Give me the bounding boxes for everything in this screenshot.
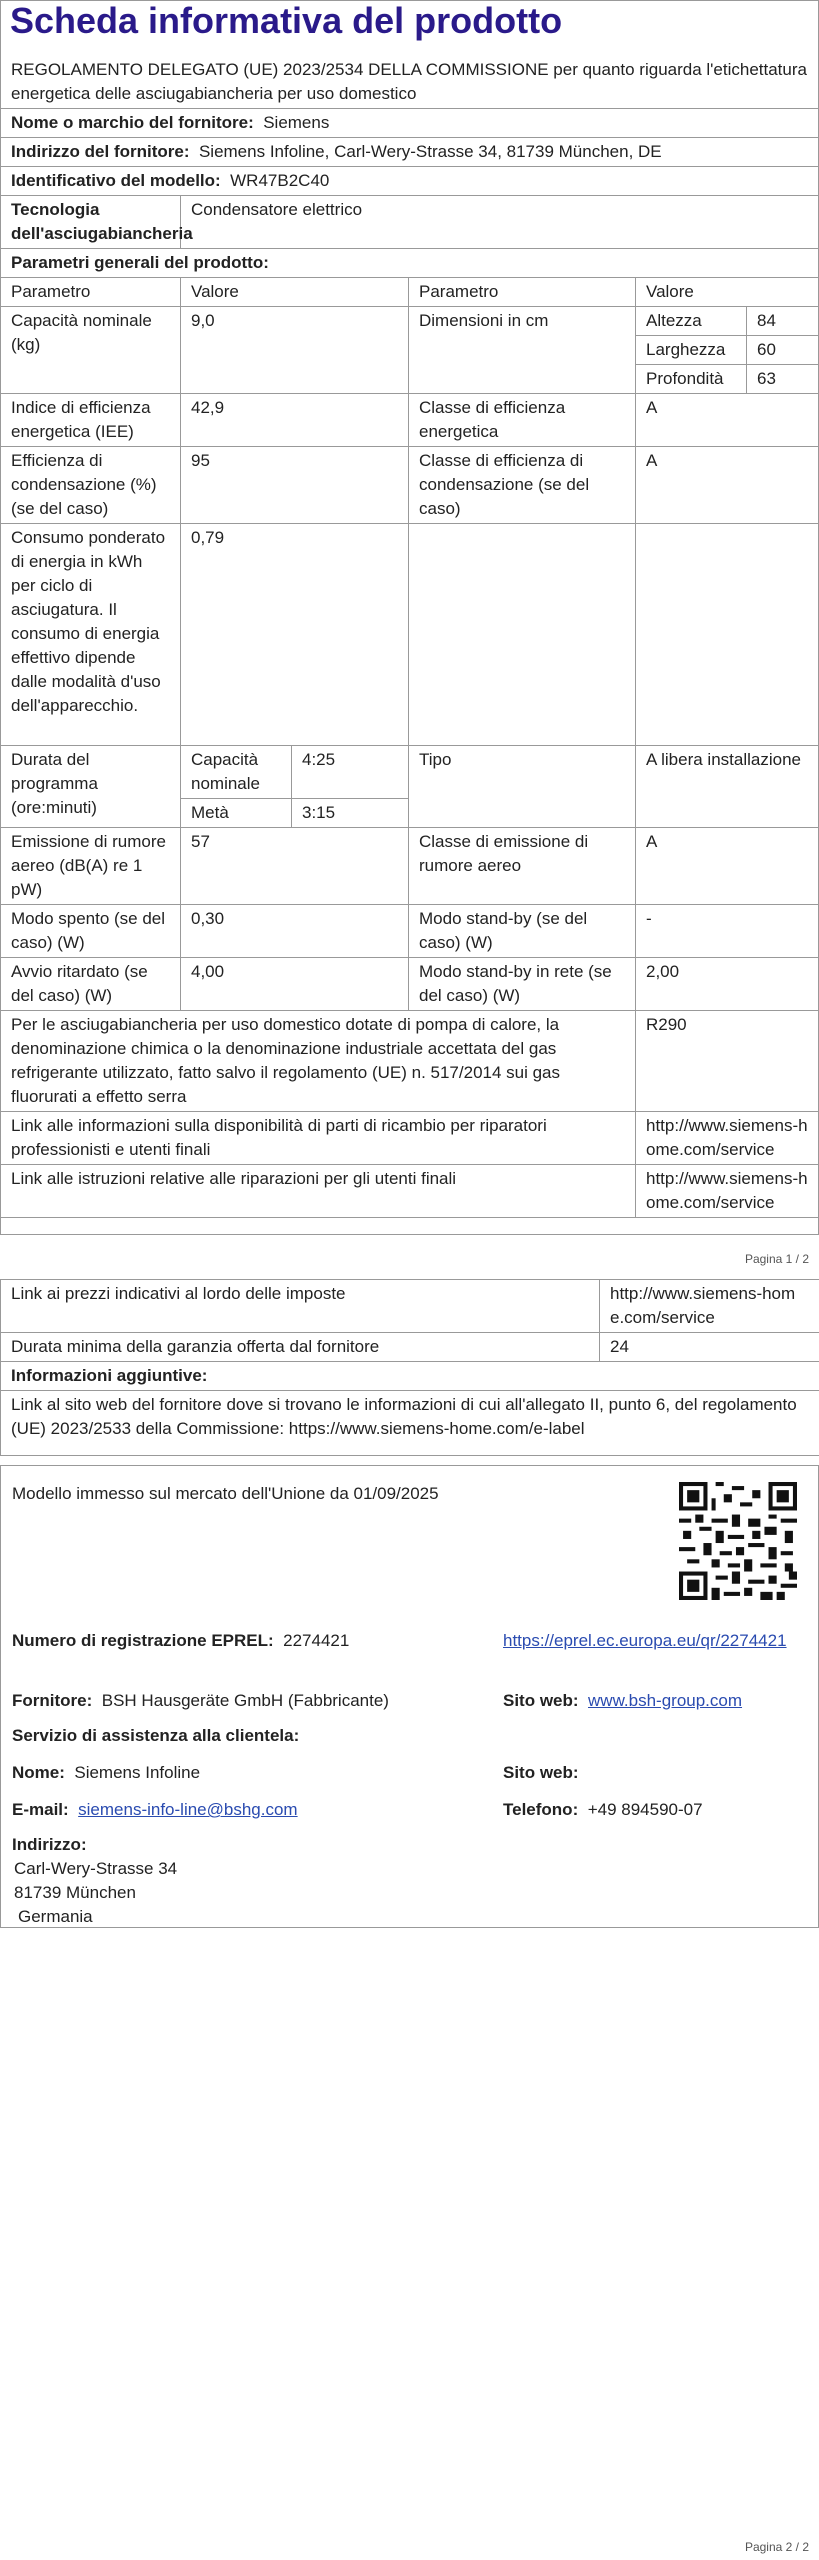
regulation-text: REGOLAMENTO DELEGATO (UE) 2023/2534 DELLA COMMISSIONE per quanto riguarda l'etichettatura energetica delle asciugabiancheria per uso domestico — [1, 56, 819, 109]
supplier-info: Fornitore: BSH Hausgeräte GmbH (Fabbricante) — [12, 1691, 389, 1710]
prices-link[interactable]: http://www.siemens-home.com/service — [600, 1280, 819, 1333]
eprel-link[interactable]: https://eprel.ec.europa.eu/qr/2274421 — [503, 1631, 787, 1650]
supplier-website-link[interactable]: www.bsh-group.com — [588, 1691, 743, 1710]
spare-parts-label: Link alle informazioni sulla disponibilità di parti di ricambio per riparatori professionisti e utenti finali — [1, 1112, 636, 1165]
address-line-3: Germania — [18, 1907, 93, 1926]
consumption-value: 0,79 — [181, 524, 409, 746]
duration-label: Durata del programma (ore:minuti) — [1, 746, 181, 828]
duration-cell: Capacità nominale 4:25 Metà 3:15 — [181, 746, 409, 828]
capacity-value: 9,0 — [181, 307, 409, 394]
energy-class-label: Classe di efficienza energetica — [409, 394, 636, 447]
iee-label: Indice di efficienza energetica (IEE) — [1, 394, 181, 447]
general-params-heading: Parametri generali del prodotto: — [1, 249, 819, 278]
condensation-label: Efficienza di condensazione (%) (se del caso) — [1, 447, 181, 524]
model-row: Identificativo del modello: WR47B2C40 — [1, 167, 819, 196]
header-param-2: Parametro — [409, 278, 636, 307]
delay-start-value: 4,00 — [181, 958, 409, 1011]
header-param-1: Parametro — [1, 278, 181, 307]
address-line-1: Carl-Wery-Strasse 34 — [14, 1859, 178, 1878]
service-website-label: Sito web: — [503, 1763, 579, 1782]
repair-link[interactable]: http://www.siemens-home.com/service — [636, 1165, 819, 1218]
repair-label: Link alle istruzioni relative alle riparazioni per gli utenti finali — [1, 1165, 636, 1218]
eprel-section — [0, 1465, 819, 1928]
address-line-2: 81739 München — [14, 1883, 136, 1902]
page-number-1: Pagina 1 / 2 — [744, 1252, 809, 1266]
energy-class-value: A — [636, 394, 819, 447]
market-date: Modello immesso sul mercato dell'Unione da 01/09/2025 — [12, 1484, 439, 1503]
header-value-2: Valore — [636, 278, 819, 307]
header-value-1: Valore — [181, 278, 409, 307]
delay-start-label: Avvio ritardato (se del caso) (W) — [1, 958, 181, 1011]
refrigerant-label: Per le asciugabiancheria per uso domestico dotate di pompa di calore, la denominazione chimica o la denominazione industriale accettata del gas refrigerante utilizzato, fatto salvo il regolamento (UE) n. 517/2014 sui gas fluorurati a effetto serra — [1, 1011, 636, 1112]
refrigerant-value: R290 — [636, 1011, 819, 1112]
dimensions-cell: Altezza 84 Larghezza 60 Profondità 63 — [636, 307, 819, 394]
email-link[interactable]: siemens-info-line@bshg.com — [78, 1800, 298, 1819]
supplier-row: Nome o marchio del fornitore: Siemens — [1, 109, 819, 138]
product-info-table — [0, 56, 819, 1218]
off-mode-label: Modo spento (se del caso) (W) — [1, 905, 181, 958]
page-2-table — [0, 1279, 819, 1456]
service-phone: Telefono: +49 894590-07 — [503, 1800, 703, 1819]
off-mode-value: 0,30 — [181, 905, 409, 958]
iee-value: 42,9 — [181, 394, 409, 447]
condensation-value: 95 — [181, 447, 409, 524]
warranty-label: Durata minima della garanzia offerta dal fornitore — [1, 1333, 600, 1362]
service-email: E-mail: siemens-info-line@bshg.com — [12, 1800, 298, 1819]
eprel-row: Numero di registrazione EPREL: 2274421 — [12, 1631, 350, 1650]
address-row: Indirizzo del fornitore: Siemens Infoline, Carl-Wery-Strasse 34, 81739 München, DE — [1, 138, 819, 167]
prices-label: Link ai prezzi indicativi al lordo delle imposte — [1, 1280, 600, 1333]
noise-class-label: Classe di emissione di rumore aereo — [409, 828, 636, 905]
website-info: Link al sito web del fornitore dove si trovano le informazioni di cui all'allegato II, punto 6, del regolamento (UE) 2023/2533 della Commissione: https://www.siemens-home.com/e-label — [1, 1391, 819, 1456]
noise-label: Emissione di rumore aereo (dB(A) re 1 pW) — [1, 828, 181, 905]
supplier-website: Sito web: www.bsh-group.com — [503, 1691, 743, 1710]
spare-parts-link[interactable]: http://www.siemens-home.com/service — [636, 1112, 819, 1165]
dimensions-label: Dimensioni in cm — [409, 307, 636, 394]
tech-value: Condensatore elettrico — [181, 196, 819, 249]
address-label: Indirizzo: — [12, 1835, 87, 1854]
condensation-class-label: Classe di efficienza di condensazione (se del caso) — [409, 447, 636, 524]
networked-standby-value: 2,00 — [636, 958, 819, 1011]
page-title: Scheda informativa del prodotto — [10, 0, 563, 41]
type-label: Tipo — [409, 746, 636, 828]
consumption-label: Consumo ponderato di energia in kWh per ciclo di asciugatura. Il consumo di energia effettivo dipende dalle modalità d'uso dell'apparecchio. — [1, 524, 181, 746]
networked-standby-label: Modo stand-by in rete (se del caso) (W) — [409, 958, 636, 1011]
standby-label: Modo stand-by (se del caso) (W) — [409, 905, 636, 958]
noise-value: 57 — [181, 828, 409, 905]
noise-class-value: A — [636, 828, 819, 905]
standby-value: - — [636, 905, 819, 958]
page-number-2: Pagina 2 / 2 — [744, 2540, 809, 2554]
qr-code-icon — [679, 1482, 797, 1600]
additional-info-heading: Informazioni aggiuntive: — [1, 1362, 819, 1391]
type-value: A libera installazione — [636, 746, 819, 828]
capacity-label: Capacità nominale (kg) — [1, 307, 181, 394]
service-name: Nome: Siemens Infoline — [12, 1763, 201, 1782]
warranty-value: 24 — [600, 1333, 819, 1362]
customer-service-heading: Servizio di assistenza alla clientela: — [12, 1726, 300, 1745]
condensation-class-value: A — [636, 447, 819, 524]
tech-label: Tecnologia dell'asciugabiancheria — [1, 196, 181, 249]
